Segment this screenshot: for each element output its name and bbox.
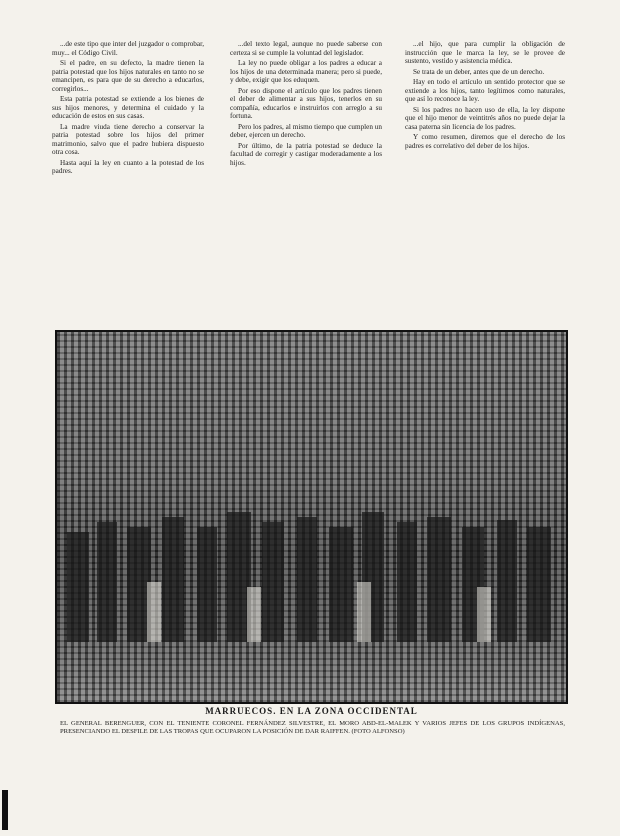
column-3-paragraph: Hay en todo el artículo un sentido protector que se extiende a los hijos, tanto legítimos como naturales, que así lo reconoce la ley. <box>405 78 565 103</box>
column-2-paragraph: La ley no puede obligar a los padres a educar a los hijos de una determinada manera; pero si puede, y debe, exigir que los eduquen. <box>230 59 382 84</box>
column-1-paragraph: Hasta aquí la ley en cuanto a la potestad de los padres. <box>52 158 204 175</box>
column-3-paragraph: Se trata de un deber, antes que de un derecho. <box>413 67 545 76</box>
column-1-paragraph: La madre viuda tiene derecho a conservar la patria potestad sobre los hijos del primer matrimonio, salvo que el padre hubiera dispuesto otra cosa. <box>52 122 204 156</box>
news-photograph <box>55 330 568 704</box>
column-3-paragraph: Y como resumen, diremos que el derecho de los padres es correlativo del deber de los hijos. <box>405 133 565 150</box>
crowd-silhouettes <box>57 332 566 702</box>
photo-caption-body: EL GENERAL BERENGUER, CON EL TENIENTE CORONEL FERNÁNDEZ SILVESTRE, EL MORO ABD-EL-MALEK Y VARIOS JEFES DE LOS GRUPOS INDÍGENAS, PRESENCIANDO EL DESFILE DE LAS TROPAS QUE OCUPARON LA POSICIÓN DE DAR RAIFFEN. (FOTO ALFONSO) <box>60 720 565 735</box>
column-1-paragraph: ...de este tipo que inter del juzgador o comprobar, muy... el Código Civil. <box>52 40 204 57</box>
column-2-paragraph: Por eso dispone el artículo que los padres tienen el deber de alimentar a sus hijos, tenerlos en su compañía, educarlos e instruirlos con arreglo a su fortuna. <box>230 86 382 120</box>
column-3-paragraph: ...el hijo, que para cumplir la obligación de instrucción que le marca la ley, se le provee de sustento, vestido y asistencia médica. <box>405 40 565 65</box>
column-2-paragraph: Pero los padres, al mismo tiempo que cumplen un deber, ejercen un derecho. <box>230 122 382 139</box>
margin-ink-mark <box>2 790 8 830</box>
column-2-paragraph: ...del texto legal, aunque no puede saberse con certeza si se cumple la voluntad del legislador. <box>230 40 382 57</box>
column-1-paragraph: Esta patria potestad se extiende a los bienes de sus hijos menores, y determina el cuidado y la educación de estos en sus casas. <box>52 95 204 120</box>
text-column-3 <box>405 40 565 362</box>
column-3-paragraph: Si los padres no hacen uso de ella, la ley dispone que el hijo menor de veintitrés años no puede dejar la casa paterna sin licencia de los padres. <box>405 105 565 131</box>
text-column-2 <box>230 40 382 318</box>
text-column-1 <box>52 40 204 340</box>
column-2-paragraph: Por último, de la patria potestad se deduce la facultad de corregir y castigar moderadamente a los hijos. <box>230 141 382 167</box>
column-1-paragraph: Si el padre, en su defecto, la madre tienen la patria potestad que los hijos naturales en tanto no se emancipen, es para que de su derecho a educarlos, corregirlos... <box>52 59 204 93</box>
photo-caption-title: MARRUECOS. EN LA ZONA OCCIDENTAL <box>205 706 418 716</box>
